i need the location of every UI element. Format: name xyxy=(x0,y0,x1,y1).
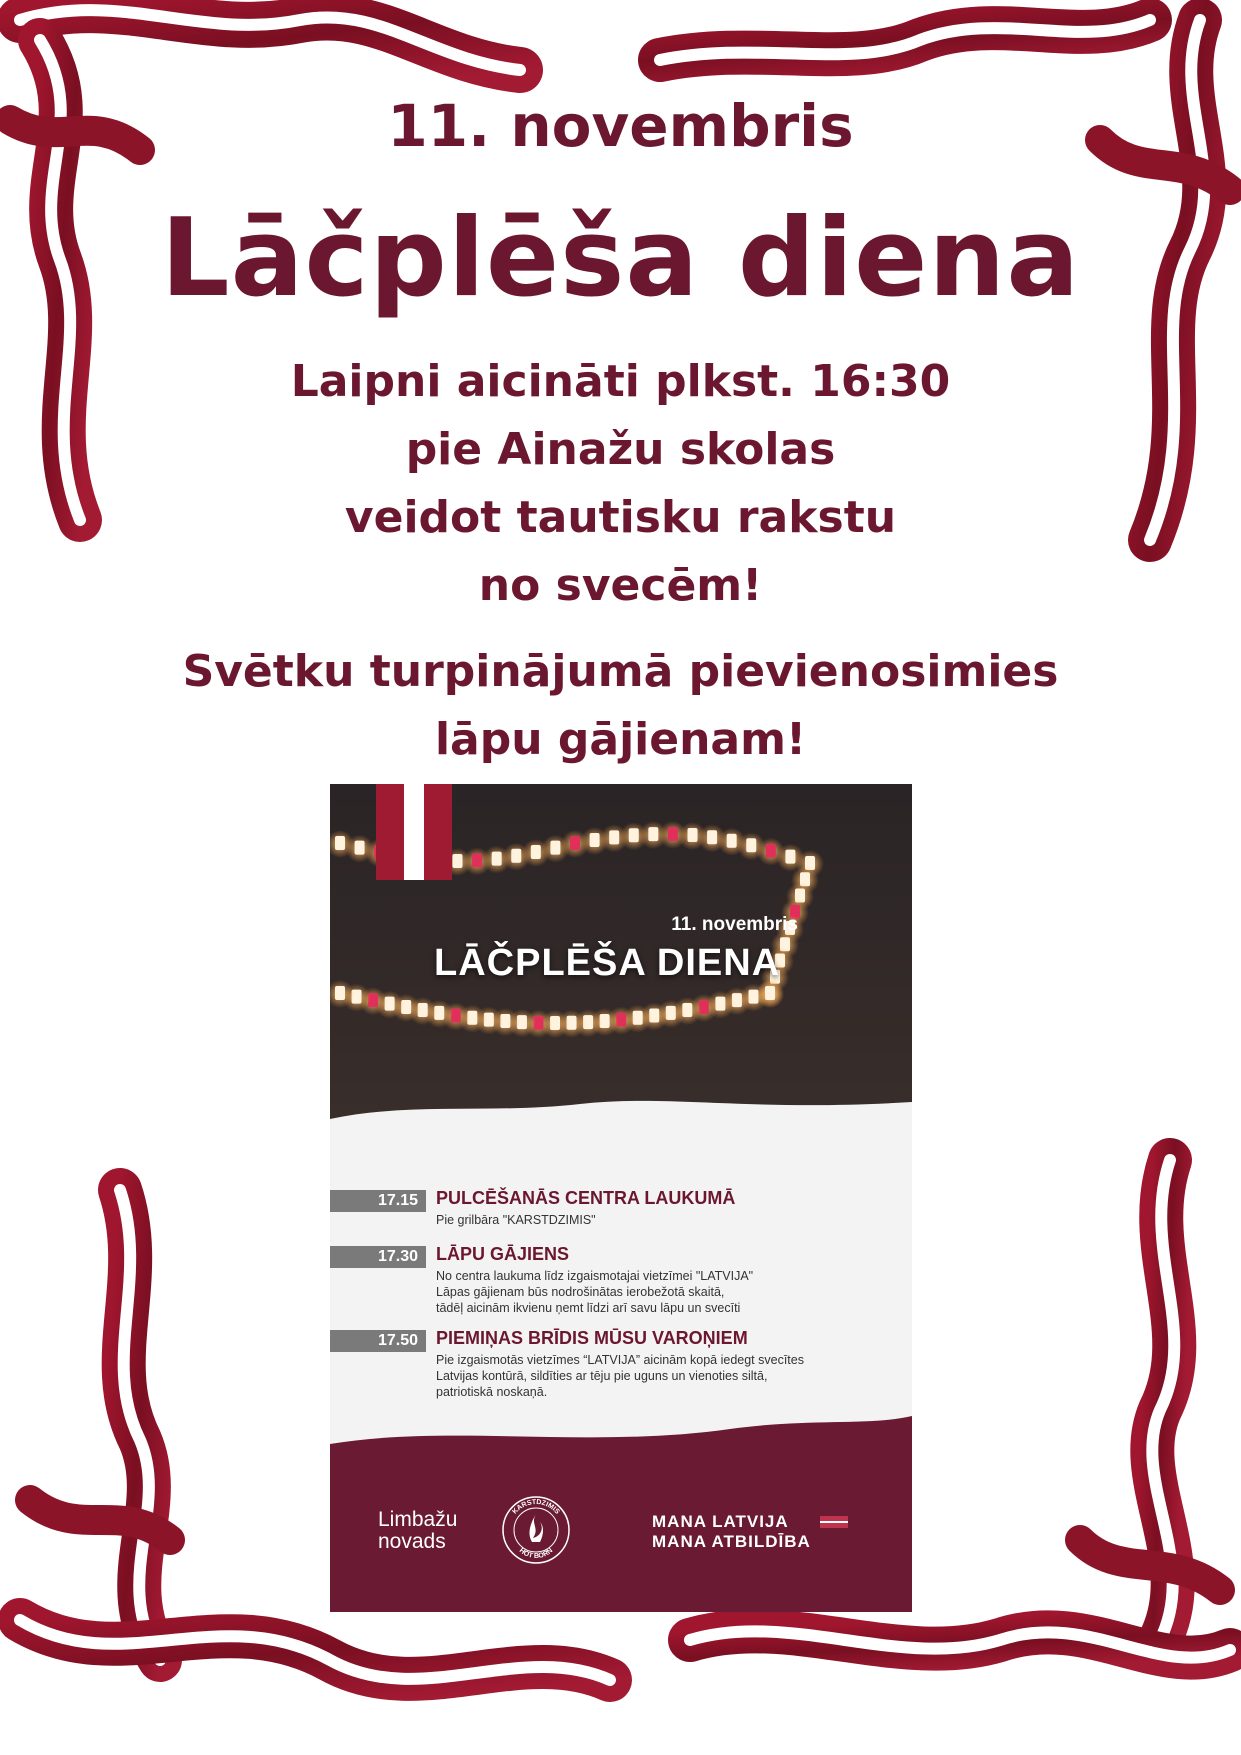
candle xyxy=(609,830,619,844)
invitation-line: Laipni aicināti plkst. 16:30 xyxy=(290,356,951,407)
candle xyxy=(550,841,560,855)
candle xyxy=(453,854,463,868)
schedule-title: PIEMIŅAS BRĪDIS MŪSU VAROŅIEM xyxy=(436,1328,748,1348)
candle xyxy=(570,836,580,850)
limbazu-novads-logo: Limbažu novads xyxy=(378,1508,458,1553)
candle xyxy=(472,853,482,867)
invitation-line: veidot tautisku rakstu xyxy=(344,492,897,543)
latvian-flag-icon xyxy=(376,784,452,880)
candle xyxy=(668,827,678,841)
candle xyxy=(355,841,365,855)
main-title: Lāčplēša diena xyxy=(160,196,1081,321)
date-heading: 11. novembris xyxy=(387,92,854,160)
svg-text:HOT BORN: HOT BORN xyxy=(517,1547,555,1561)
candle xyxy=(531,845,541,859)
event-poster xyxy=(330,784,912,1612)
schedule-title: LĀPU GĀJIENS xyxy=(436,1244,570,1264)
candle xyxy=(707,830,717,844)
invitation-line: pie Ainažu skolas xyxy=(405,424,836,475)
candle xyxy=(648,827,658,841)
svg-text:KARSTDZIMIS: KARSTDZIMIS xyxy=(511,1498,561,1516)
schedule-description: Pie grilbāra "KARSTDZIMIS" xyxy=(436,1213,596,1227)
continuation-line: lāpu gājienam! xyxy=(434,714,807,765)
time-badge: 17.15 xyxy=(330,1190,426,1212)
candle xyxy=(766,844,776,858)
candle xyxy=(746,838,756,852)
latvian-flag-icon xyxy=(820,1516,848,1528)
time-badge: 17.30 xyxy=(330,1246,426,1268)
candle xyxy=(688,828,698,842)
schedule-description: Pie izgaismotās vietzīmes “LATVIJA” aicinām kopā iedegt svecītes Latvijas kontūrā, sildīties ar tēju pie uguns un vienoties siltā, patriotiskā noskaņā. xyxy=(436,1353,804,1399)
candle xyxy=(785,850,795,864)
continuation-line: Svētku turpinājumā pievienosimies xyxy=(182,646,1059,697)
schedule-description: No centra laukuma līdz izgaismotajai vietzīmei "LATVIJA" Lāpas gājienam būs nodrošinātas ierobežotā skaitā, tādēļ aicinām ikvienu ņemt līdzi arī savu lāpu un svecīti xyxy=(436,1269,754,1315)
mana-latvija-logo: MANA LATVIJA MANA ATBILDĪBA xyxy=(652,1512,811,1551)
karstdzimis-emblem-icon xyxy=(500,1494,572,1566)
candle xyxy=(335,836,345,850)
poster-date: 11. novembris xyxy=(671,914,798,935)
time-badge: 17.50 xyxy=(330,1330,426,1352)
candle xyxy=(727,834,737,848)
candle xyxy=(590,833,600,847)
candle xyxy=(511,849,521,863)
candle xyxy=(492,852,502,866)
schedule-title: PULCĒŠANĀS CENTRA LAUKUMĀ xyxy=(436,1188,736,1208)
candle xyxy=(629,828,639,842)
invitation-line: no svecēm! xyxy=(478,560,763,611)
candle xyxy=(335,986,345,1000)
poster-title: LĀČPLĒŠA DIENA xyxy=(434,942,781,984)
